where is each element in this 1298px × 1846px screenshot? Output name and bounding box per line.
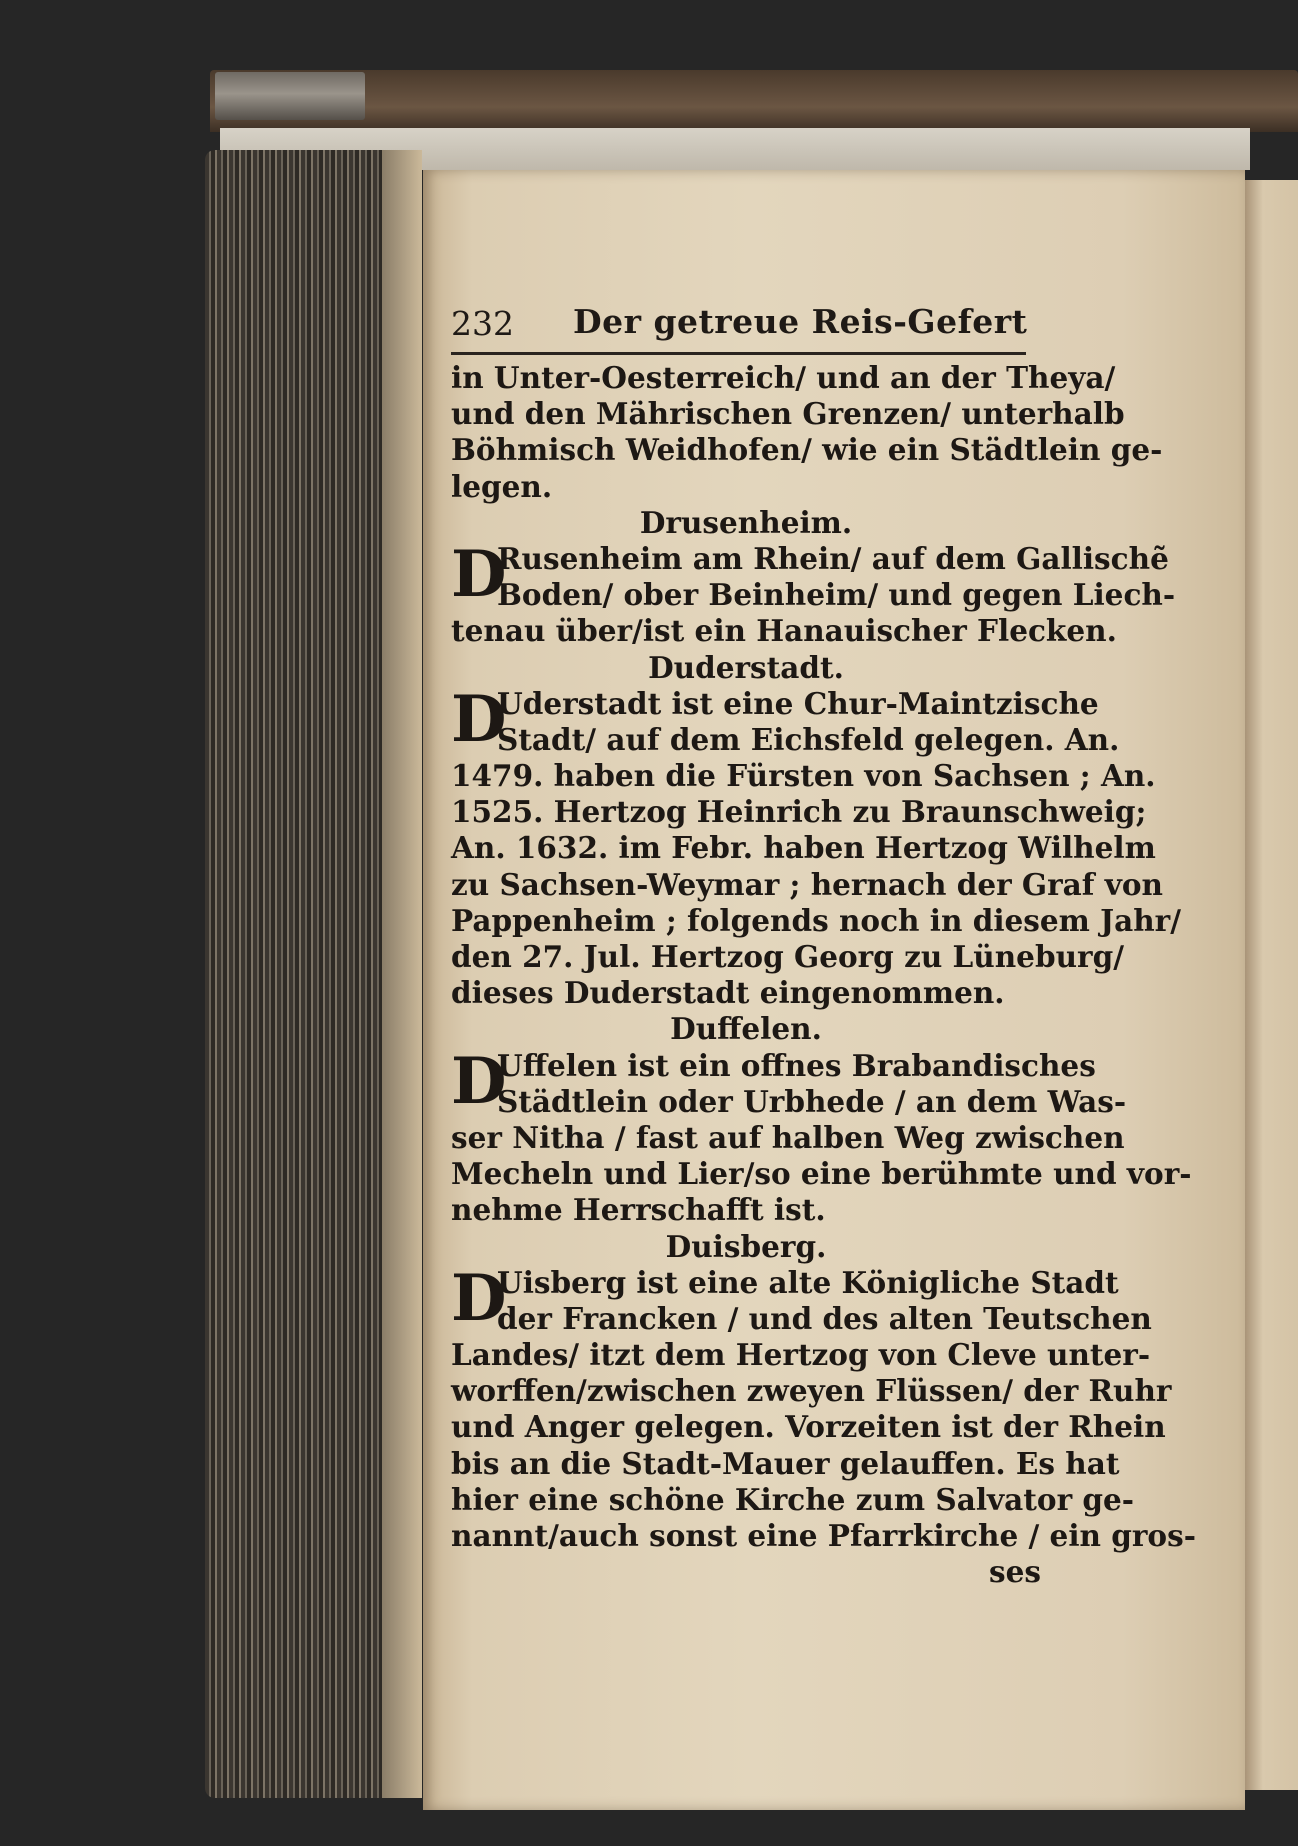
text-line: tenau über/ist ein Hanauischer Flecken. [451, 613, 1117, 649]
text-line: Uderstadt ist eine Chur-Maintzische [497, 685, 1099, 721]
entry-paragraph [451, 681, 1181, 1012]
drop-initial: D [451, 681, 507, 757]
page-header [451, 302, 1041, 352]
book-page [423, 170, 1245, 1810]
text-line: zu Sachsen-Weymar ; hernach der Graf von [451, 866, 1163, 902]
entry-paragraph [451, 1043, 1192, 1229]
text-line: nehme Herrschafft ist. [451, 1192, 826, 1228]
text-line: der Francken / und des alten Teutschen [497, 1300, 1152, 1336]
text-line: Stadt/ auf dem Eichsfeld gelegen. An. [497, 721, 1120, 757]
text-line: und Anger gelegen. Vorzeiten ist der Rhein [451, 1409, 1166, 1445]
text-line: hier eine schöne Kirche zum Salvator ge- [451, 1481, 1135, 1517]
text-line: in Unter-Oesterreich/ und an der Theya/ [451, 360, 1116, 395]
entry-paragraph [451, 1260, 1196, 1555]
text-line: dieses Duderstadt eingenommen. [451, 975, 1005, 1011]
text-line: An. 1632. im Febr. haben Hertzog Wilhelm [451, 830, 1156, 866]
drop-initial: D [451, 1043, 507, 1119]
text-line: Uisberg ist eine alte Königliche Stadt [497, 1264, 1119, 1300]
text-line: Pappenheim ; folgends noch in diesem Jahr/ [451, 902, 1181, 938]
facing-page-edge [1245, 180, 1298, 1790]
entry-heading: Duffelen. [670, 1011, 822, 1047]
page-text [451, 360, 1196, 1590]
drop-initial: D [451, 536, 507, 612]
text-line: Böhmisch Weidhofen/ wie ein Städtlein ge- [451, 432, 1163, 468]
text-line: Rusenheim am Rhein/ auf dem Gallischẽ [497, 540, 1169, 576]
text-line: Boden/ ober Beinheim/ und gegen Liech- [497, 577, 1176, 613]
book-cover-top [210, 70, 1298, 132]
text-line: 1525. Hertzog Heinrich zu Braunschweig; [451, 794, 1147, 830]
text-line: Mecheln und Lier/so eine berühmte und vor- [451, 1156, 1192, 1192]
catchword: ses [989, 1554, 1041, 1590]
entry-heading: Duderstadt. [648, 649, 844, 685]
drop-initial: D [451, 1260, 507, 1336]
page-edges [205, 150, 410, 1798]
book [195, 70, 1298, 1760]
metal-clasp [215, 72, 365, 120]
text-line: worffen/zwischen zweyen Flüssen/ der Ruhr [451, 1373, 1172, 1409]
text-line: 1479. haben die Fürsten von Sachsen ; An. [451, 758, 1156, 794]
text-line: Landes/ itzt dem Hertzog von Cleve unter- [451, 1337, 1151, 1373]
entry-paragraph [451, 536, 1176, 650]
entry-heading: Duisberg. [665, 1228, 827, 1264]
page-number: 232 [451, 304, 514, 343]
text-line: bis an die Stadt-Mauer gelauffen. Es hat [451, 1445, 1120, 1481]
text-line: nannt/auch sonst eine Pfarrkirche / ein gros- [451, 1518, 1196, 1553]
text-line: den 27. Jul. Hertzog Georg zu Lüneburg/ [451, 939, 1124, 974]
text-line: Uffelen ist ein offnes Brabandisches [497, 1047, 1096, 1083]
text-line: legen. [451, 468, 553, 504]
text-line: und den Mährischen Grenzen/ unterhalb [451, 396, 1125, 432]
running-title: Der getreue Reis-Gefert [573, 302, 1028, 341]
entry-heading: Drusenheim. [639, 504, 853, 540]
header-rule [451, 352, 1026, 355]
text-line: ser Nitha / fast auf halben Weg zwischen [451, 1119, 1125, 1155]
text-line: Städtlein oder Urbhede / an dem Was- [497, 1083, 1127, 1119]
